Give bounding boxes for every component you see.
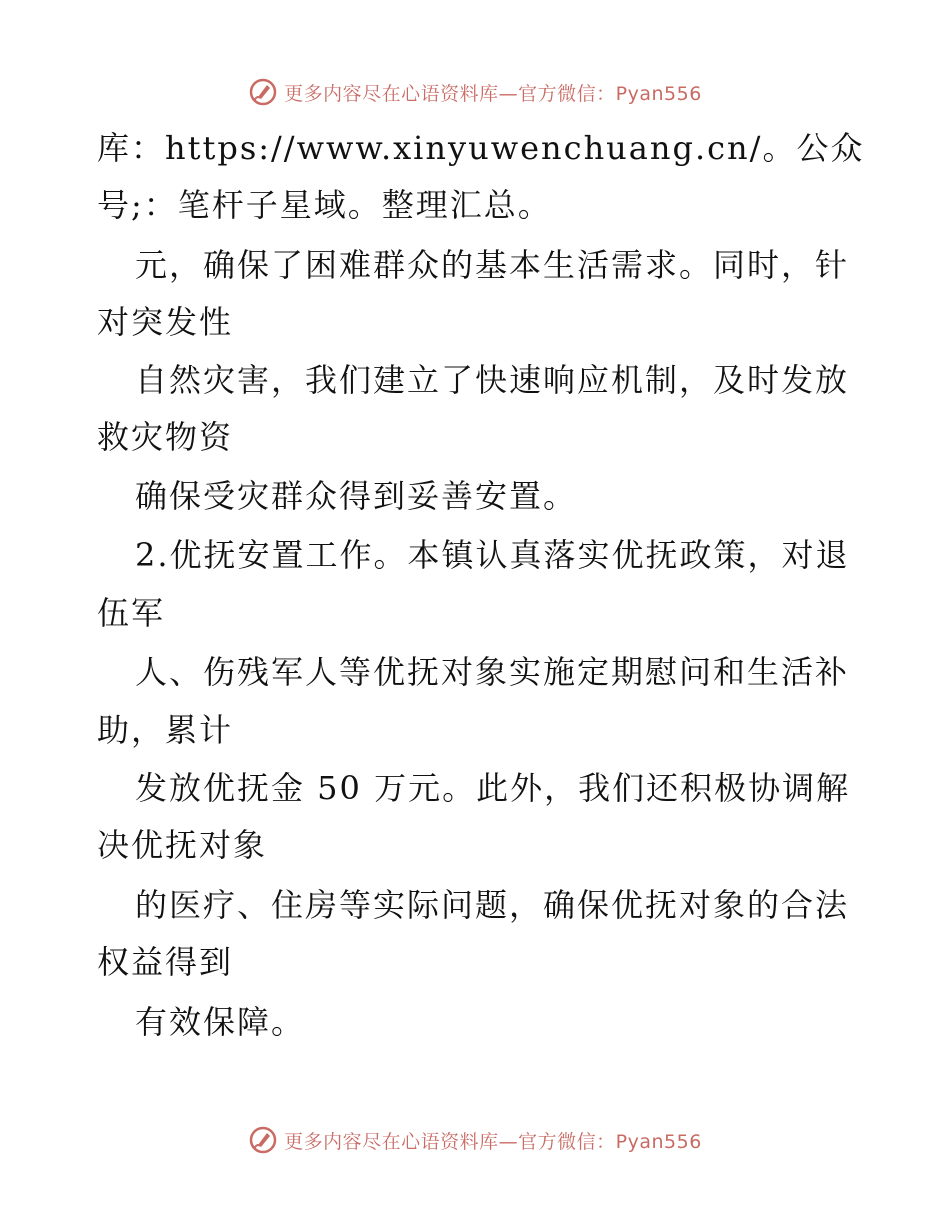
text-line: 助，累计 — [97, 711, 234, 749]
text-line: 有效保障。 — [135, 1003, 306, 1041]
text-line: 确保受灾群众得到妥善安置。 — [135, 477, 578, 515]
text-line: 救灾物资 — [97, 418, 234, 456]
text-line: 发放优抚金 50 万元。此外，我们还积极协调解 — [135, 769, 851, 807]
footer-banner — [0, 1120, 950, 1160]
text-line: 伍军 — [97, 594, 166, 632]
text-line: 权益得到 — [97, 943, 234, 981]
text-line: 人、伤残军人等优抚对象实施定期慰问和生活补 — [135, 653, 850, 691]
text-line: 对突发性 — [97, 303, 234, 341]
footer-banner-text: 更多内容尽在心语资料库—官方微信：Pyan556 — [284, 1130, 702, 1153]
pen-nib-logo-icon — [248, 1125, 278, 1155]
pen-nib-logo-icon — [248, 77, 278, 107]
header-banner-text: 更多内容尽在心语资料库—官方微信：Pyan556 — [284, 82, 702, 105]
text-line: 的医疗、住房等实际问题，确保优抚对象的合法 — [135, 886, 850, 924]
header-banner — [0, 72, 950, 112]
text-line: 决优抚对象 — [97, 826, 268, 864]
text-line: 号;：笔杆子星域。整理汇总。 — [97, 186, 552, 224]
text-line: 库：https://www.xinyuwenchuang.cn/。公众 — [97, 129, 865, 167]
text-line: 元，确保了困难群众的基本生活需求。同时，针 — [135, 246, 850, 284]
text-line: 自然灾害，我们建立了快速响应机制，及时发放 — [135, 361, 850, 399]
text-line: 2.优抚安置工作。本镇认真落实优抚政策，对退 — [135, 536, 850, 574]
